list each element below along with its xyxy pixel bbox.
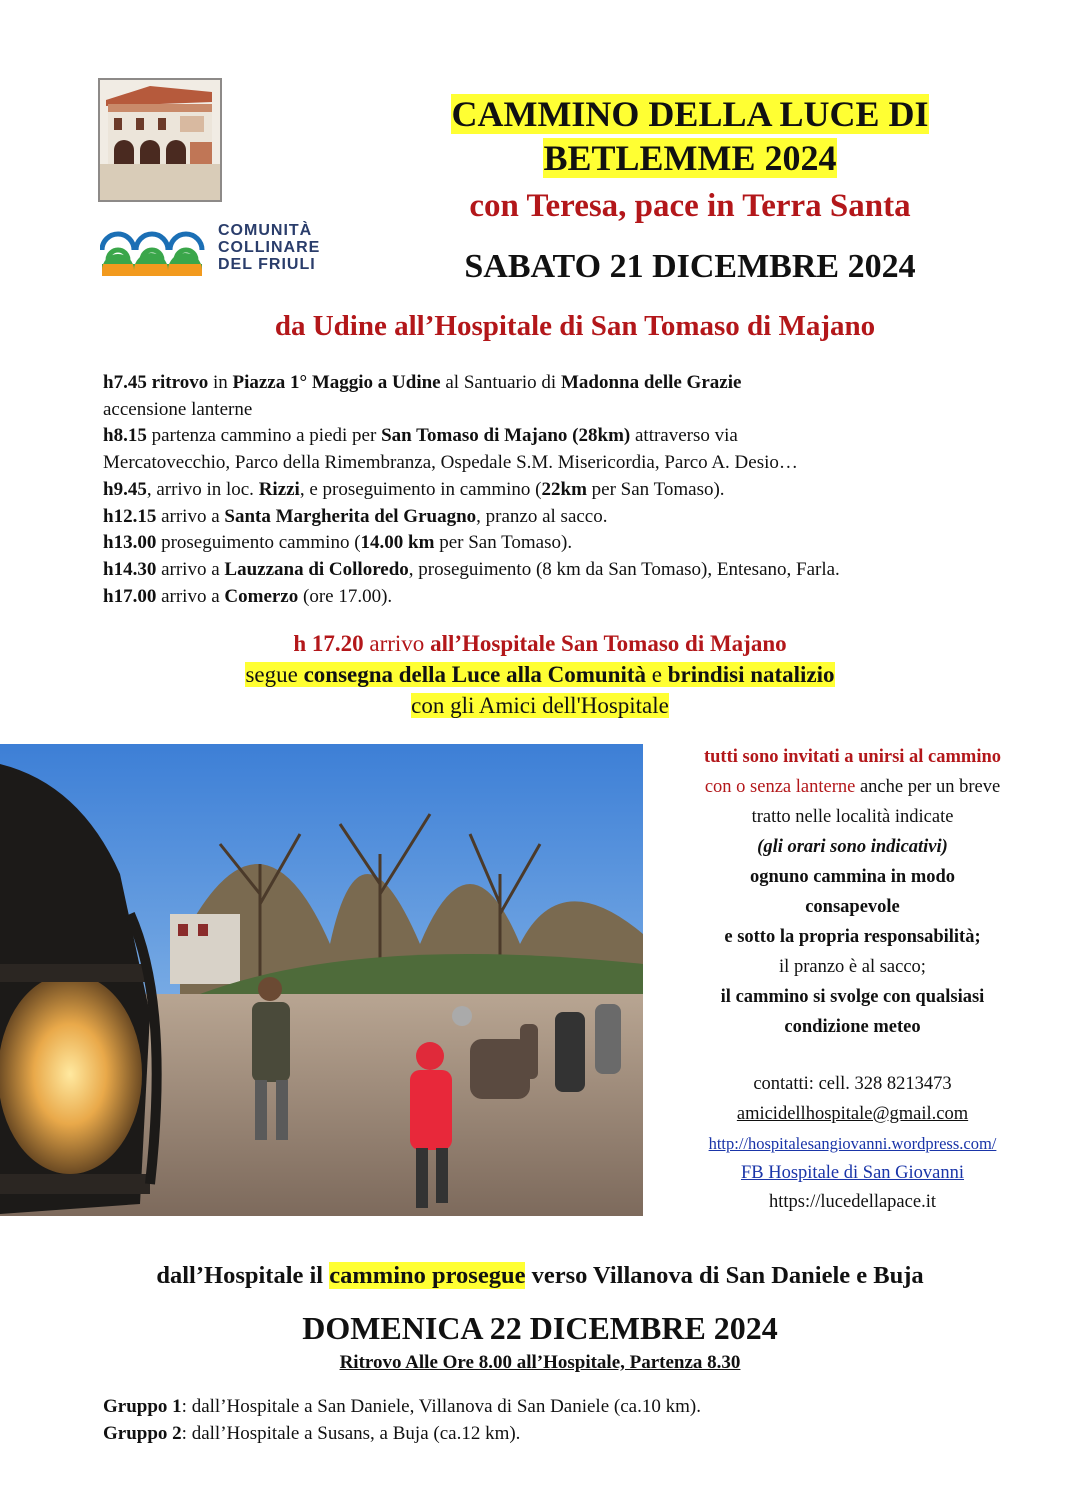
schedule-segment: San Tomaso di Majano (28km) [381,425,631,447]
schedule-segment: h14.30 [103,558,157,580]
lanterns-line [655,772,1050,802]
schedule-segment: h12.15 [103,505,157,527]
schedule-line [103,370,1043,397]
group-label: Gruppo 2 [103,1422,182,1444]
arrival-place: all’Hospitale San Tomaso di Majano [430,631,787,656]
continues-part-1: dall’Hospitale il [156,1262,330,1289]
title-line-2: BETLEMME 2024 [543,138,837,178]
building-logo [98,78,222,202]
contacts-block [655,1070,1050,1218]
schedule-line [103,504,1043,531]
continues-highlight: cammino prosegue [329,1262,526,1289]
schedule-segment: Mercatovecchio, Parco della Rimembranza, Ospedale S.M. Misericordia, Parco A. Desio… [103,452,798,474]
arrival-block [0,628,1080,721]
group-text: : dall’Hospitale a San Daniele, Villanova di San Daniele (ca.10 km). [181,1396,701,1417]
meeting-info: Ritrovo Alle Ore 8.00 all’Hospitale, Partenza 8.30 [339,1352,741,1373]
schedule-segment: arrivo a [156,558,225,580]
short-stretch-text: tratto nelle località indicate [751,807,954,827]
schedule-segment: 14.00 km [360,532,435,554]
schedule-segment: Comerzo [224,585,299,607]
event-title [360,92,1020,180]
facebook-link[interactable]: FB Hospitale di San Giovanni [740,1162,965,1183]
invite-text: tutti sono invitati a unirsi al cammino [703,747,1002,767]
schedule-segment: h7.45 ritrovo [103,372,209,393]
schedule-segment: , proseguimento (8 km da San Tomaso), Entesano, Farla. [408,558,840,580]
schedule-segment: 22km [541,478,587,500]
group-item [103,1394,1043,1421]
follow-part-4: brindisi natalizio [667,662,835,687]
logo-line-3: DEL FRIULI [218,256,316,273]
indicative-times: (gli orari sono indicativi) [757,837,948,857]
continues-part-3: verso Villanova di San Daniele e Buja [525,1262,924,1289]
logo-line-1: COMUNITÀ [218,222,313,239]
route-heading: da Udine all’Hospitale di San Tomaso di Majano [274,310,876,342]
blog-link[interactable]: http://hospitalesangiovanni.wordpress.com/ [708,1134,997,1153]
lanterns-rest: anche per un breve [855,777,1001,797]
schedule-segment: Piazza 1° Maggio a Udine [232,372,441,393]
schedule-segment: , pranzo al sacco. [476,505,608,527]
friends-text: con gli Amici dell'Hospitale [411,693,669,718]
schedule-segment: partenza cammino a piedi per [146,425,382,447]
weather-line-2: condizione meteo [784,1017,921,1037]
schedule-segment: h17.00 [103,585,157,607]
schedule-segment: Rizzi [258,478,300,500]
schedule-segment: h8.15 [103,425,147,447]
schedule-segment: arrivo a [156,585,225,607]
schedule-line [103,530,1043,557]
walk-line-2: consapevole [805,897,900,917]
follow-text [245,662,834,687]
lanterns-text: con o senza lanterne [704,777,856,797]
schedule-segment: accensione lanterne [103,398,253,420]
schedule-list [103,370,1043,610]
follow-part-2: consegna della Luce alla Comunità [303,662,647,687]
groups-list [103,1394,1043,1447]
lunch-text: il pranzo è al sacco; [779,957,926,977]
friends-line [0,690,1080,721]
schedule-segment: arrivo a [156,505,225,527]
schedule-segment: Madonna delle Grazie [560,372,742,393]
title-line-1: CAMMINO DELLA LUCE DI [451,94,929,134]
follow-line [0,659,1080,690]
sunday-date: DOMENICA 22 DICEMBRE 2024 [302,1310,778,1346]
weather-line-1: il cammino si svolge con qualsiasi [720,987,985,1007]
email-link[interactable]: amicidellhospitale@gmail.com [736,1103,969,1124]
schedule-line [103,450,1043,477]
notes-block [655,742,1050,1042]
group-label: Gruppo 1 [103,1396,182,1417]
arrival-line [0,628,1080,659]
responsibility-text: e sotto la propria responsabilità; [724,927,981,947]
schedule-segment: al Santuario di [440,372,561,393]
schedule-segment: Santa Margherita del Gruagno [224,505,477,527]
schedule-segment: h13.00 [103,532,157,554]
logo-line-2: COLLINARE [218,239,321,256]
schedule-line [103,477,1043,504]
schedule-segment: Lauzzana di Colloredo [224,558,409,580]
schedule-line [103,423,1043,450]
schedule-segment: per San Tomaso). [586,478,725,500]
comunita-collinare-logo [100,218,340,278]
walk-photo [0,744,643,1216]
saturday-date: SABATO 21 DICEMBRE 2024 [464,248,916,285]
schedule-segment: proseguimento cammino ( [156,532,361,554]
schedule-segment: , arrivo in loc. [146,478,259,500]
schedule-segment: , e proseguimento in cammino ( [299,478,542,500]
arrival-word: arrivo [363,631,431,656]
schedule-segment: (ore 17.00). [298,585,393,607]
schedule-segment: in [208,372,233,393]
phone-contact: contatti: cell. 328 8213473 [753,1074,952,1094]
schedule-line [103,557,1043,584]
follow-part-1: segue [245,662,304,687]
group-item [103,1421,1043,1448]
arrival-time: h 17.20 [293,631,364,656]
schedule-line [103,584,1043,611]
schedule-segment: per San Tomaso). [434,532,573,554]
schedule-segment: h9.45 [103,478,147,500]
group-text: : dall’Hospitale a Susans, a Buja (ca.12 km). [181,1422,521,1444]
website-link[interactable]: https://lucedellapace.it [769,1192,936,1212]
walk-line-1: ognuno cammina in modo [749,867,956,887]
schedule-line [103,397,1043,424]
schedule-segment: attraverso via [630,425,738,447]
hills-icon [100,220,208,276]
continues-line [0,1262,1080,1290]
event-subtitle: con Teresa, pace in Terra Santa [469,188,911,224]
follow-part-3: e [646,662,668,687]
